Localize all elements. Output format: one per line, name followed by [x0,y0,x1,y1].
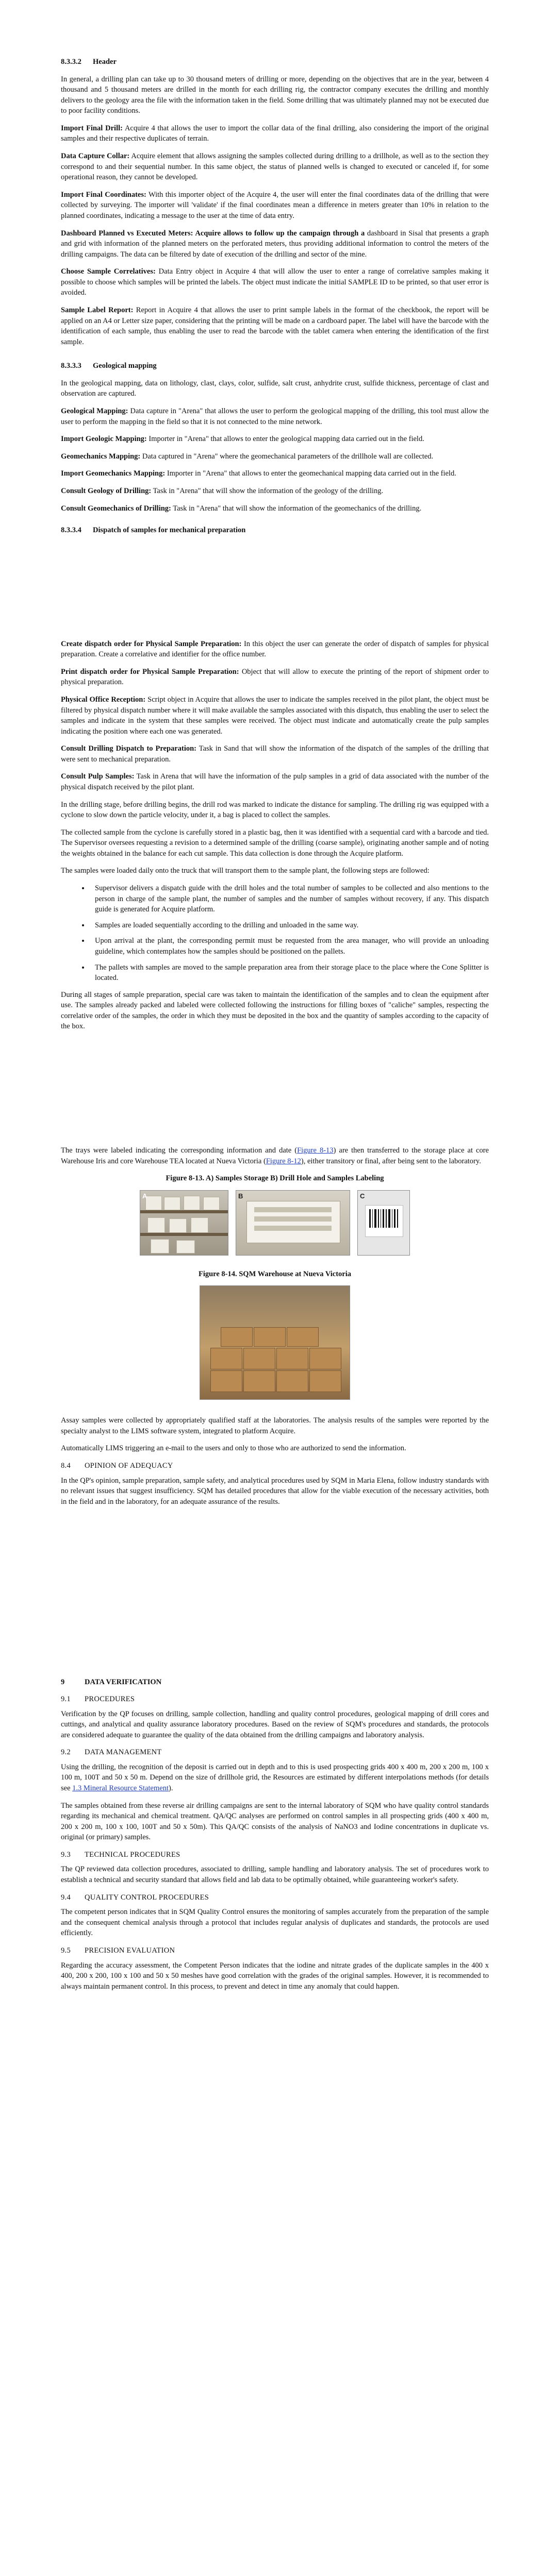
section-heading: 9.5 PRECISION EVALUATION [61,1946,175,1955]
paragraph: In general, a drilling plan can take up to 30 thousand meters of drilling or more, depending on the objectives that are in the year, between 4 thousand and 5 thousand meters are drilled in the month for each drilling rig, the contractor company executes the drilling and monthly delivers to the geology area the file with the information taken in the field. Some drilling that was ultimately planned may not be executed due to poor facility conditions. [61,75,489,115]
section-heading: 9.3 TECHNICAL PROCEDURES [61,1850,180,1859]
paragraph: Assay samples were collected by appropriately qualified staff at the laboratories. The analysis results of the samples were reported by the specialty analyst to the LIMS software system, integrated to platform Acquire. [61,1416,489,1435]
samples-storage-photo: A [140,1190,228,1256]
section-heading: 8.3.3.2 Header [61,58,117,66]
paragraph: Geomechanics Mapping: Data captured in "Arena" where the geomechanical parameters of the drillhole wall are collected. [61,452,434,461]
paragraph: Automatically LIMS triggering an e-mail to the users and only to those who are authorized to send the information. [61,1444,406,1453]
paragraph: Import Geomechanics Mapping: Importer in "Arena" that allows to enter the geomechanical mapping data carried out in the field. [61,469,456,478]
list-item: • Supervisor delivers a dispatch guide with the drill holes and the total number of samples to be collected and also mentions to the person in charge of the sample plant, the number of samples and the number of samples without recovery, if any. This dispatch guide is generated for Acquire platform. [90,883,489,915]
paragraph: Consult Geology of Drilling: Task in "Arena" that will show the information of the geology of the drilling. [61,486,384,495]
paragraph: Consult Drilling Dispatch to Preparation: Task in Sand that will show the information of the dispatch of the samples of the drilling that were sent to mechanical preparation. [61,744,489,764]
paragraph: Regarding the accuracy assessment, the Competent Person indicates that the iodine and nitrate grades of the duplicate samples in the 400 x 400, 200 x 200, 100 x 100 and 50 x 50 meshes have good correlation with the grades of the original samples. However, it is recommended to always maintain permanent control. In this process, to prevent and detect in time any anomaly that could happen. [61,1961,489,1991]
figure-8-13 [61,1190,489,1256]
warehouse-photo [200,1285,350,1400]
paragraph: The trays were labeled indicating the corresponding information and date (Figure 8-13) are then transferred to the storage place at core Warehouse Iris and core Warehouse TEA located at Nueva Victoria (Figure 8-12), either transitory or final, after being sent to the laboratory. [61,1146,489,1165]
paragraph: Choose Sample Correlatives: Data Entry object in Acquire 4 that will allow the user to enter a range of correlative samples making it possible to choose which samples will be printed the labels. The object must indicate the initial SAMPLE ID to be printed, so that user error is avoided. [61,267,489,297]
paragraph: In the QP's opinion, sample preparation, sample safety, and analytical procedures used by SQM in Maria Elena, follow industry standards with no relevant issues that suggest insufficiency. SQM has detailed procedures that allow for the viable execution of the necessary activities, both in the field and in the laboratory, for an adequate assurance of the results. [61,1476,489,1506]
paragraph: The samples were loaded daily onto the truck that will transport them to the sample plant, the following steps are followed: [61,867,430,875]
paragraph: Physical Office Reception: Script object in Acquire that allows the user to indicate the samples received in the pilot plant, the object must be filtered by physical dispatch number where it will make available the samples associated with this dispatch, thus enabling the user to select the samples and indicate in the system that these samples were received. The object must indicate and automatically create the pulp samples indicating the position where each one was generated. [61,695,489,736]
paragraph: The samples obtained from these reverse air drilling campaigns are sent to the internal laboratory of SQM who have quality control standards regarding its mechanical and chemical treatment. QA/QC analyses are performed on control samples in all prospecting grids (400 x 400 m, 200 x 200 m, 100 x 100, 100T and 50 x 50m). This QA/QC consists of the analysis of NaNO3 and Iodine concentrations in duplicate vs. original (or primary) samples. [61,1801,489,1842]
section-heading: 9.2 DATA MANAGEMENT [61,1748,162,1757]
chapter-heading: 9 DATA VERIFICATION [61,1678,162,1687]
paragraph: Sample Label Report: Report in Acquire 4 that allows the user to print sample labels in the format of the checkbook, the report will be applied on an A4 or Letter size paper, considering that the printing will be made on a cardboard paper. The label will have the barcode with the identification of each sample, thus enabling the user to read the barcode with the tablet camera when entering the identification of the first sample. [61,306,489,346]
paragraph: In the geological mapping, data on lithology, clast, clays, color, sulfide, salt crust, anhydrite crust, sulfide thickness, percentage of clast and observation are captured. [61,379,489,398]
figure-link[interactable]: Figure 8-13 [297,1146,334,1155]
figure-caption: Figure 8-14. SQM Warehouse at Nueva Victoria [198,1269,352,1278]
section-heading: 8.3.3.3 Geological mapping [61,362,157,370]
paragraph: In the drilling stage, before drilling begins, the drill rod was marked to indicate the distance for sampling. The drilling rig was equipped with a cyclone to slow down the particle velocity, under it, a bag is placed to collect the samples. [61,800,489,820]
barcode-label-photo: C [357,1190,410,1256]
paragraph: Create dispatch order for Physical Sample Preparation: In this object the user can generate the order of dispatch of samples for physical preparation. Create a correlative and identifier for the office number. [61,639,489,659]
paragraph: Consult Pulp Samples: Task in Arena that will have the information of the pulp samples in a grid of data associated with the number of the physical dispatch received by the pilot plant. [61,772,489,792]
section-link[interactable]: 1.3 Mineral Resource Statement [72,1784,169,1792]
paragraph: Data Capture Collar: Acquire element that allows assigning the samples collected during drilling to a drillhole, as well as to the section they correspond to and their sequential number. In this same object, the status of planned wells is changed to executed or canceled if, for some operational reason, they cannot be developed. [61,152,489,182]
bullet-list [61,883,489,984]
paragraph: The QP reviewed data collection procedures, associated to drilling, sample handling and laboratory analysis. The set of procedures work to establish a technical and security standard that allows field and lab data to be optimally obtained, while guaranteeing worker's safety. [61,1865,489,1885]
paragraph: The competent person indicates that in SQM Quality Control ensures the monitoring of samples accurately from the preparation of the sample and the consequent chemical analysis through a protocol that includes regular analysis of duplicates and standards, the protocols are used efficiently. [61,1908,489,1938]
paragraph: Import Geologic Mapping: Importer in "Arena" that allows to enter the geological mapping data carried out in the field. [61,435,424,444]
figure-caption: Figure 8-13. A) Samples Storage B) Drill Hole and Samples Labeling [166,1174,384,1183]
list-item: • The pallets with samples are moved to the sample preparation area from their storage place to the place where the Cone Splitter is located. [90,962,489,984]
section-heading: 8.4 OPINION OF ADEQUACY [61,1462,173,1470]
drill-hole-photo: B [236,1190,350,1256]
paragraph: During all stages of sample preparation, special care was taken to maintain the identification of the samples and to clean the equipment after use. The samples already packed and labeled were collected following the instructions for filling boxes of "caliche" samples, respecting the correlative order of the samples, the order in which they must be deposited in the box and the quantity of samples according to the capacity of the box. [61,990,489,1031]
list-item: • Samples are loaded sequentially according to the drilling and unloaded in the same way. [90,920,489,931]
figure-link[interactable]: Figure 8-12 [266,1157,301,1165]
paragraph: The collected sample from the cyclone is carefully stored in a plastic bag, then it was identified with a sequential card with a barcode and tied. The Supervisor oversees requesting a revision to a determined sample of the drilling (coarse sample), originating another sample and of noting the weights obtained in the balance for each cut sample. This data collection is done through the Acquire platform. [61,828,489,858]
section-heading: 8.3.3.4 Dispatch of samples for mechanical preparation [61,526,246,535]
paragraph: Consult Geomechanics of Drilling: Task in "Arena" that will show the information of the geomechanics of the drilling. [61,504,422,513]
paragraph: Dashboard Planned vs Executed Meters: Acquire allows to follow up the campaign through a dashboard in Sisal that presents a graph and grid with information of the planned meters on the perforated meters, thus providing additional information to control the meters of the drilling campaigns. The data can be filtered by date of execution of the drilling and sector of the mine. [61,229,489,259]
section-heading: 9.1 PROCEDURES [61,1694,135,1703]
list-item: • Upon arrival at the plant, the corresponding permit must be requested from the area manager, who will provide an unloading guideline, which contemplates how the samples should be positioned on the pallets. [90,936,489,957]
paragraph: Using the drilling, the recognition of the deposit is carried out in depth and to this is used prospecting grids 400 x 400 m, 200 x 200 m, 100 x 100 m, 100T and 50 x 50 m. Depend on the size of drillhole grid, the Resources are estimated by different interpolations methods (for details see 1.3 Mineral Resource Statement). [61,1762,489,1792]
paragraph: Import Final Drill: Acquire 4 that allows the user to import the collar data of the final drilling, also considering the import of the original samples and their respective duplicates of terrain. [61,124,489,143]
paragraph: Verification by the QP focuses on drilling, sample collection, handling and quality control procedures, geological mapping of drill cores and cuttings, and analytical and quality assurance laboratory procedures. Based on the review of SQM's procedures and standards, the protocols are considered adequate to guarantee the quality of the data obtained from the drilling campaigns and laboratory analysis. [61,1709,489,1739]
section-heading: 9.4 QUALITY CONTROL PROCEDURES [61,1893,209,1902]
document-page [61,57,489,1998]
paragraph: Geological Mapping: Data capture in "Arena" that allows the user to perform the geological mapping of the drilling, this tool must allow the user to perform the mapping in the field so that it is not connected to the mine network. [61,407,489,426]
paragraph: Print dispatch order for Physical Sample Preparation: Object that will allow to execute the printing of the report of shipment order to physical preparation. [61,667,489,687]
paragraph: Import Final Coordinates: With this importer object of the Acquire 4, the user will enter the final coordinates data of the drilling that were collected by surveying. The importer will 'validate' if the final coordinates mean a difference in meters greater than 10% in relation to the planned coordinates, indicating a message to the user at the time of data entry. [61,190,489,220]
